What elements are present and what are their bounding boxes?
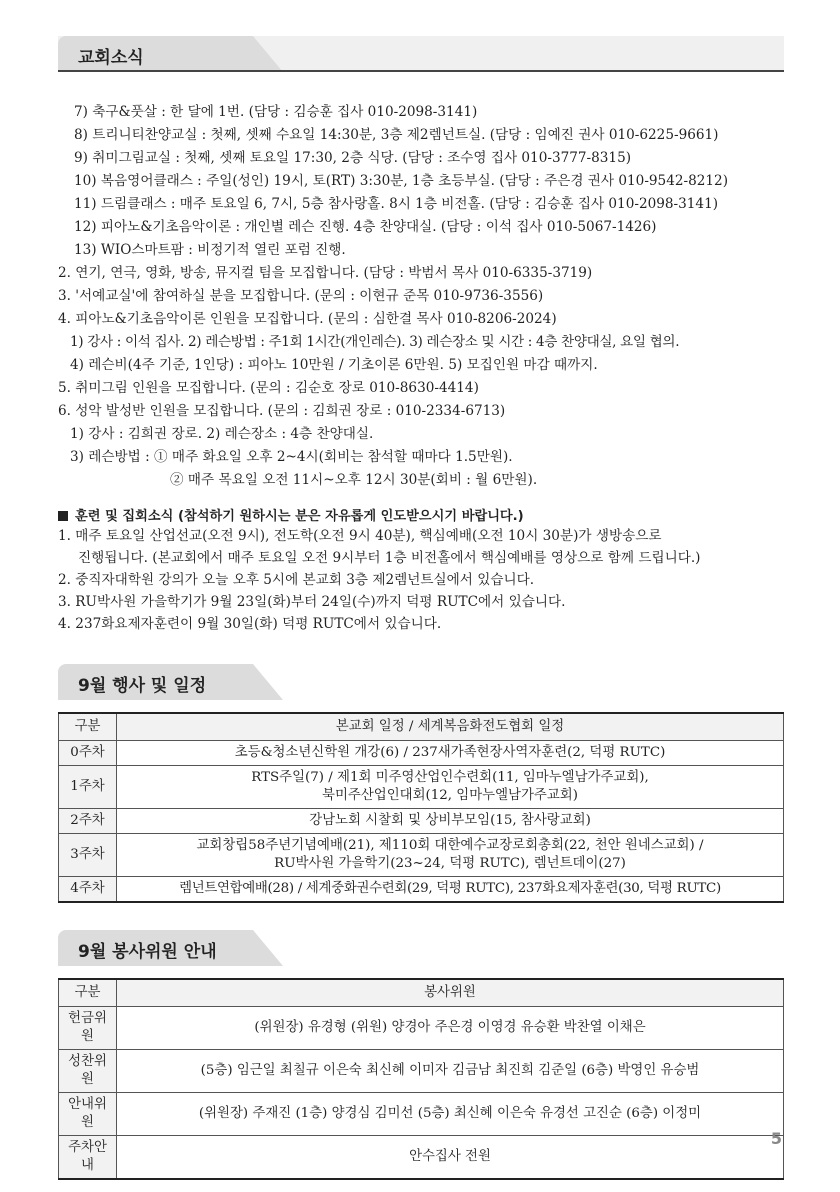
page-number: 5 bbox=[770, 1129, 782, 1148]
training-line-1-cont: 진행됩니다. (본교회에서 매주 토요일 오전 9시부터 1층 비전홀에서 핵심예배를 영상으로 함께 드립니다.) bbox=[78, 550, 701, 566]
table-row: 안내위원 (위원장) 주재진 (1층) 양경심 김미선 (5층) 최신혜 이은숙 유경선 고진순 (6층) 이정미 bbox=[59, 1092, 784, 1135]
news-item-3: 3. '서예교실'에 참여하실 분을 모집합니다. (문의 : 이현규 준목 010-9736-3556) bbox=[58, 288, 544, 304]
news-line-7: 7) 축구&풋살 : 한 달에 1번. (담당 : 김승훈 집사 010-2098-3141) bbox=[74, 104, 478, 120]
news-line-13: 13) WIO스마트팜 : 비정기적 열린 포럼 진행. bbox=[74, 242, 346, 258]
schedule-header-category: 구분 bbox=[59, 713, 117, 740]
news-item-4: 4. 피아노&기초음악이론 인원을 모집합니다. (문의 : 심한결 목사 010-8206-2024) bbox=[58, 311, 557, 327]
training-line-2: 2. 중직자대학원 강의가 오늘 오후 5시에 본교회 3층 제2렘넌트실에서 있습니다. bbox=[58, 572, 535, 588]
volunteers-header-members: 봉사위원 bbox=[117, 979, 784, 1006]
news-line-8: 8) 트리니티찬양교실 : 첫째, 셋째 수요일 14:30분, 3층 제2렘넌트실. (담당 : 임예진 권사 010-6225-9661) bbox=[74, 127, 719, 143]
news-item-2: 2. 연기, 연극, 영화, 방송, 뮤지컬 팀을 모집합니다. (담당 : 박범서 목사 010-6335-3719) bbox=[58, 265, 593, 281]
news-item-5: 5. 취미그림 인원을 모집합니다. (문의 : 김순호 장로 010-8630-4414) bbox=[58, 380, 479, 396]
square-bullet-icon bbox=[58, 511, 68, 521]
table-row: 4주차 렘넌트연합예배(28) / 세계중화권수련회(29, 덕평 RUTC), 237화요제자훈련(30, 덕평 RUTC) bbox=[59, 876, 784, 902]
news-item-6: 6. 성악 발성반 인원을 모집합니다. (문의 : 김희권 장로 : 010-2334-6713) bbox=[58, 403, 506, 419]
schedule-header bbox=[58, 664, 784, 700]
news-item-6-detail-3: ② 매주 목요일 오전 11시~오후 12시 30분(회비 : 월 6만원). bbox=[170, 472, 538, 488]
table-row: 헌금위원 (위원장) 유경형 (위원) 양경아 주은경 이영경 유승환 박찬열 이채은 bbox=[59, 1006, 784, 1049]
volunteers-title: 9월 봉사위원 안내 bbox=[78, 942, 217, 962]
volunteers-header bbox=[58, 930, 784, 966]
table-row: 0주차 초등&청소년신학원 개강(6) / 237새가족현장사역자훈련(2, 덕평 RUTC) bbox=[59, 740, 784, 765]
table-row: 주차안내 안수집사 전원 bbox=[59, 1135, 784, 1179]
news-item-4-detail-2: 4) 레슨비(4주 기준, 1인당) : 피아노 10만원 / 기초이론 6만원. 5) 모집인원 마감 때까지. bbox=[70, 357, 598, 373]
news-item-6-detail-1: 1) 강사 : 김희권 장로. 2) 레슨장소 : 4층 찬양대실. bbox=[70, 426, 374, 442]
table-row: 3주차 교회창립58주년기념예배(21), 제110회 대한예수교장로회총회(22, 천안 원네스교회) / RU박사원 가을학기(23~24, 덕평 RUTC), 렘넌트데이(27) bbox=[59, 833, 784, 876]
church-news-header bbox=[58, 36, 784, 72]
news-item-4-detail-1: 1) 강사 : 이석 집사. 2) 레슨방법 : 주1회 1시간(개인레슨). 3) 레슨장소 및 시간 : 4층 찬양대실, 요일 협의. bbox=[70, 334, 680, 350]
table-row: 2주차 강남노회 시찰회 및 상비부모임(15, 참사랑교회) bbox=[59, 808, 784, 833]
schedule-title: 9월 행사 및 일정 bbox=[78, 676, 207, 696]
schedule-header-events: 본교회 일정 / 세계복음화전도협회 일정 bbox=[117, 713, 784, 740]
news-line-10: 10) 복음영어클래스 : 주일(성인) 19시, 토(RT) 3:30분, 1층 초등부실. (담당 : 주은경 권사 010-9542-8212) bbox=[74, 173, 728, 189]
training-line-4: 4. 237화요제자훈련이 9월 30일(화) 덕평 RUTC에서 있습니다. bbox=[58, 616, 442, 632]
training-line-1: 1. 매주 토요일 산업선교(오전 9시), 전도학(오전 9시 40분), 핵심예배(오전 10시 30분)가 생방송으로 bbox=[58, 528, 662, 544]
training-line-3: 3. RU박사원 가을학기가 9월 23일(화)부터 24일(수)까지 덕평 RUTC에서 있습니다. bbox=[58, 594, 566, 610]
church-news-title: 교회소식 bbox=[78, 48, 144, 68]
news-line-11: 11) 드림클래스 : 매주 토요일 6, 7시, 5층 참사랑홀. 8시 1층 비전홀. (담당 : 김승훈 집사 010-2098-3141) bbox=[74, 196, 719, 212]
volunteers-header-category: 구분 bbox=[59, 979, 117, 1006]
table-row: 1주차 RTS주일(7) / 제1회 미주영산업인수련회(11, 임마누엘남가주교회), 북미주산업인대회(12, 임마누엘남가주교회) bbox=[59, 765, 784, 808]
volunteers-table bbox=[58, 978, 784, 1180]
news-line-12: 12) 피아노&기초음악이론 : 개인별 레슨 진행. 4층 찬양대실. (담당 : 이석 집사 010-5067-1426) bbox=[74, 219, 657, 235]
table-row: 성찬위원 (5층) 임근일 최칠규 이은숙 최신혜 이미자 김금남 최진희 김준일 (6층) 박영인 유승범 bbox=[59, 1049, 784, 1092]
news-line-9: 9) 취미그림교실 : 첫째, 셋째 토요일 17:30, 2층 식당. (담당 : 조수영 집사 010-3777-8315) bbox=[74, 150, 632, 166]
training-heading: 훈련 및 집회소식 (참석하기 원하시는 분은 자유롭게 인도받으시기 바랍니다.) bbox=[58, 505, 524, 524]
news-item-6-detail-2: 3) 레슨방법 : ① 매주 화요일 오후 2~4시(회비는 참석할 때마다 1.5만원). bbox=[70, 449, 513, 465]
schedule-table bbox=[58, 712, 784, 903]
